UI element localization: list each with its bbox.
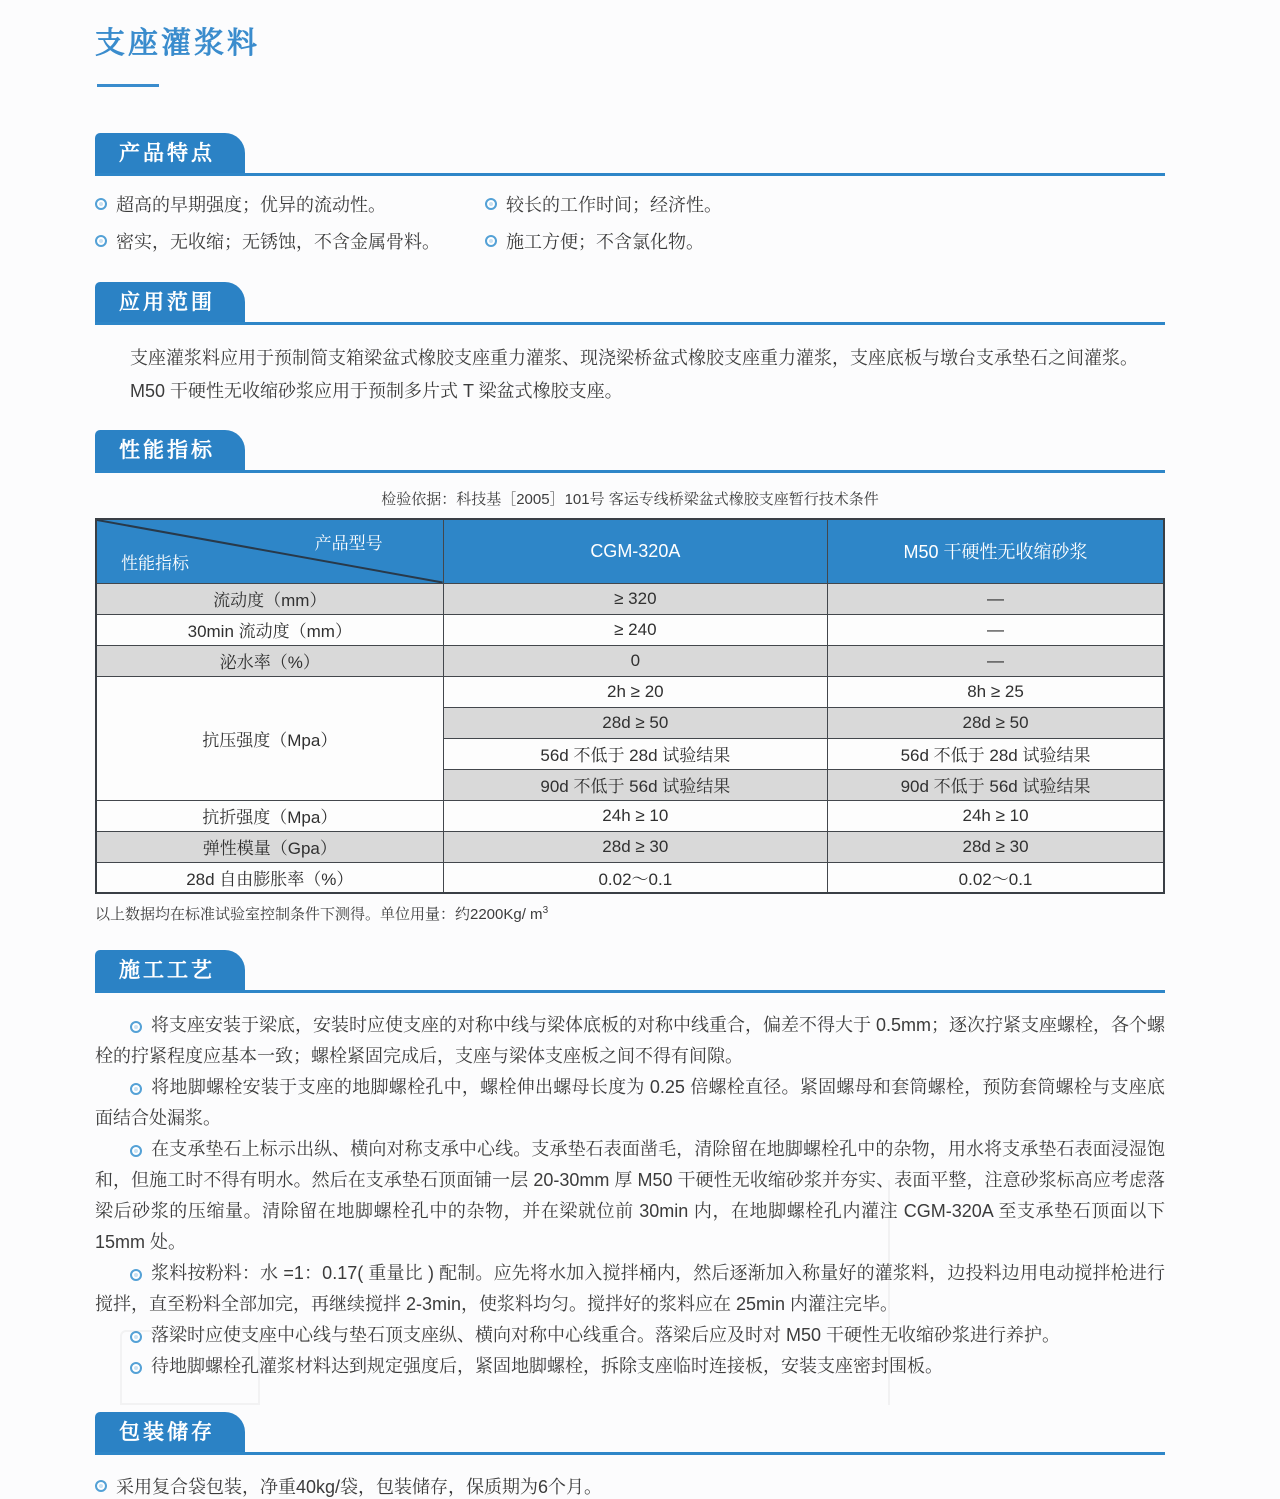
ring-bullet-icon <box>95 1480 107 1492</box>
step-text: 将支座安装于梁底，安装时应使支座的对称中线与梁体底板的对称中线重合，偏差不得大于 0.5mm；逐次拧紧支座螺栓，各个螺栓的拧紧程度应基本一致；螺栓紧固完成后，支座与梁体支座板之间不得有间隙。 <box>95 1015 1166 1066</box>
section-badge-performance: 性能指标 <box>95 430 245 470</box>
row-label: 弹性模量（Gpa） <box>96 831 443 862</box>
packaging-item <box>95 1473 1165 1499</box>
cell-value: 90d 不低于 56d 试验结果 <box>443 769 827 800</box>
corner-label-product-model: 产品型号 <box>314 534 383 553</box>
application-text <box>130 342 1165 408</box>
cell-value: 8h ≥ 25 <box>828 676 1164 707</box>
construction-steps <box>95 1010 1165 1382</box>
step-text: 在支承垫石上标示出纵、横向对称支承中心线。支承垫石表面凿毛，清除留在地脚螺栓孔中的杂物，用水将支承垫石表面浸湿饱和，但施工时不得有明水。然后在支承垫石顶面铺一层 20-30mm 厚 M50 干硬性无收缩砂浆并夯实、表面平整，注意砂浆标高应考虑落梁后砂浆的压缩量。清除留在地脚螺栓孔中的杂物，并在梁就位前 30min 内，在地脚螺栓孔内灌注 CGM-320A 至支承垫石顶面以下 15mm 处。 <box>95 1139 1165 1252</box>
section-packaging <box>95 1412 1165 1499</box>
cell-value: 56d 不低于 28d 试验结果 <box>828 738 1164 769</box>
construction-step <box>95 1010 1165 1072</box>
table-row <box>96 676 1164 707</box>
section-head-packaging <box>95 1412 1165 1455</box>
document-page <box>95 0 1165 1499</box>
feature-text: 施工方便；不含氯化物。 <box>506 232 704 252</box>
step-text: 待地脚螺栓孔灌浆材料达到规定强度后，紧固地脚螺栓，拆除支座临时连接板，安装支座密封围板。 <box>151 1356 943 1376</box>
column-header-cgm320a: CGM-320A <box>443 519 827 583</box>
cell-value: 2h ≥ 20 <box>443 676 827 707</box>
ring-bullet-icon <box>130 1145 142 1157</box>
ring-bullet-icon <box>95 198 107 210</box>
section-performance <box>95 430 1165 924</box>
cell-value: 28d ≥ 30 <box>828 831 1164 862</box>
row-label: 30min 流动度（mm） <box>96 614 443 645</box>
cell-value: 90d 不低于 56d 试验结果 <box>828 769 1164 800</box>
feature-item <box>485 228 1165 254</box>
page-title: 支座灌浆料 <box>95 27 260 60</box>
cell-value: 28d ≥ 30 <box>443 831 827 862</box>
cell-value: 0.02～0.1 <box>443 862 827 893</box>
row-label: 泌水率（%） <box>96 645 443 676</box>
feature-item <box>95 191 485 217</box>
step-text: 将地脚螺栓安装于支座的地脚螺栓孔中，螺栓伸出螺母长度为 0.25 倍螺栓直径。紧固螺母和套筒螺栓，预防套筒螺栓与支座底面结合处漏浆。 <box>95 1077 1165 1128</box>
construction-step <box>95 1258 1165 1320</box>
ring-bullet-icon <box>130 1269 142 1281</box>
table-row <box>96 583 1164 614</box>
ring-bullet-icon <box>485 198 497 210</box>
construction-step <box>95 1134 1165 1258</box>
section-head-application <box>95 282 1165 325</box>
cell-value: ≥ 240 <box>443 614 827 645</box>
feature-text: 超高的早期强度；优异的流动性。 <box>116 195 386 215</box>
step-text: 落梁时应使支座中心线与垫石顶支座纵、横向对称中心线重合。落梁后应及时对 M50 干硬性无收缩砂浆进行养护。 <box>151 1325 1061 1345</box>
cell-value: 56d 不低于 28d 试验结果 <box>443 738 827 769</box>
feature-text: 密实，无收缩；无锈蚀，不含金属骨料。 <box>116 232 440 252</box>
ring-bullet-icon <box>130 1021 142 1033</box>
ring-bullet-icon <box>130 1362 142 1374</box>
cell-value: 28d ≥ 50 <box>828 707 1164 738</box>
section-badge-construction: 施工工艺 <box>95 950 245 990</box>
section-head-features <box>95 133 1165 176</box>
feature-item <box>95 228 485 254</box>
features-list <box>95 191 1165 254</box>
column-header-m50: M50 干硬性无收缩砂浆 <box>828 519 1164 583</box>
cell-value: — <box>828 614 1164 645</box>
ring-bullet-icon <box>485 235 497 247</box>
footnote-superscript: 3 <box>542 905 549 916</box>
application-line: M50 干硬性无收缩砂浆应用于预制多片式 T 梁盆式橡胶支座。 <box>130 381 623 401</box>
table-row <box>96 645 1164 676</box>
feature-text: 较长的工作时间；经济性。 <box>506 195 722 215</box>
cell-value: 24h ≥ 10 <box>443 800 827 831</box>
section-head-performance <box>95 430 1165 473</box>
table-row <box>96 862 1164 893</box>
ring-bullet-icon <box>130 1083 142 1095</box>
section-application <box>95 282 1165 408</box>
table-footnote <box>95 903 1165 924</box>
title-underline <box>97 84 159 87</box>
section-badge-application: 应用范围 <box>95 282 245 322</box>
table-corner-cell <box>96 519 443 583</box>
footnote-text: 以上数据均在标准试验室控制条件下测得。单位用量：约2200Kg/ m <box>95 906 543 923</box>
row-label: 28d 自由膨胀率（%） <box>96 862 443 893</box>
table-row <box>96 800 1164 831</box>
table-row <box>96 831 1164 862</box>
cell-value: — <box>828 645 1164 676</box>
row-label: 抗折强度（Mpa） <box>96 800 443 831</box>
corner-label-performance-index: 性能指标 <box>121 553 189 573</box>
cell-value: 24h ≥ 10 <box>828 800 1164 831</box>
section-construction <box>95 950 1165 1382</box>
ring-bullet-icon <box>130 1331 142 1343</box>
ring-bullet-icon <box>95 235 107 247</box>
row-label: 流动度（mm） <box>96 583 443 614</box>
feature-item <box>485 191 1165 217</box>
section-head-construction <box>95 950 1165 993</box>
cell-value: 0 <box>443 645 827 676</box>
test-basis-note: 检验依据：科技基［2005］101号 客运专线桥梁盆式橡胶支座暂行技术条件 <box>381 491 879 508</box>
section-features <box>95 133 1165 254</box>
step-text: 浆料按粉料：水 =1：0.17( 重量比 ) 配制。应先将水加入搅拌桶内，然后逐渐加入称量好的灌浆料，边投料边用电动搅拌枪进行搅拌，直至粉料全部加完，再继续搅拌 2-3min，使浆料均匀。搅拌好的浆料应在 25min 内灌注完毕。 <box>95 1263 1165 1314</box>
cell-value: 28d ≥ 50 <box>443 707 827 738</box>
application-line: 支座灌浆料应用于预制简支箱梁盆式橡胶支座重力灌浆、现浇梁桥盆式橡胶支座重力灌浆，支座底板与墩台支承垫石之间灌浆。 <box>130 348 1138 368</box>
cell-value: 0.02～0.1 <box>828 862 1164 893</box>
construction-step <box>95 1320 1165 1351</box>
section-badge-packaging: 包装储存 <box>95 1412 245 1452</box>
table-row <box>96 614 1164 645</box>
section-badge-features: 产品特点 <box>95 133 245 173</box>
packaging-text: 采用复合袋包装，净重40kg/袋，包装储存，保质期为6个月。 <box>116 1477 603 1497</box>
construction-step <box>95 1072 1165 1134</box>
performance-table <box>95 518 1165 894</box>
cell-value: ≥ 320 <box>443 583 827 614</box>
cell-value: — <box>828 583 1164 614</box>
construction-step <box>95 1351 1165 1382</box>
table-header-row <box>96 519 1164 583</box>
row-label-compressive-strength: 抗压强度（Mpa） <box>96 676 443 800</box>
